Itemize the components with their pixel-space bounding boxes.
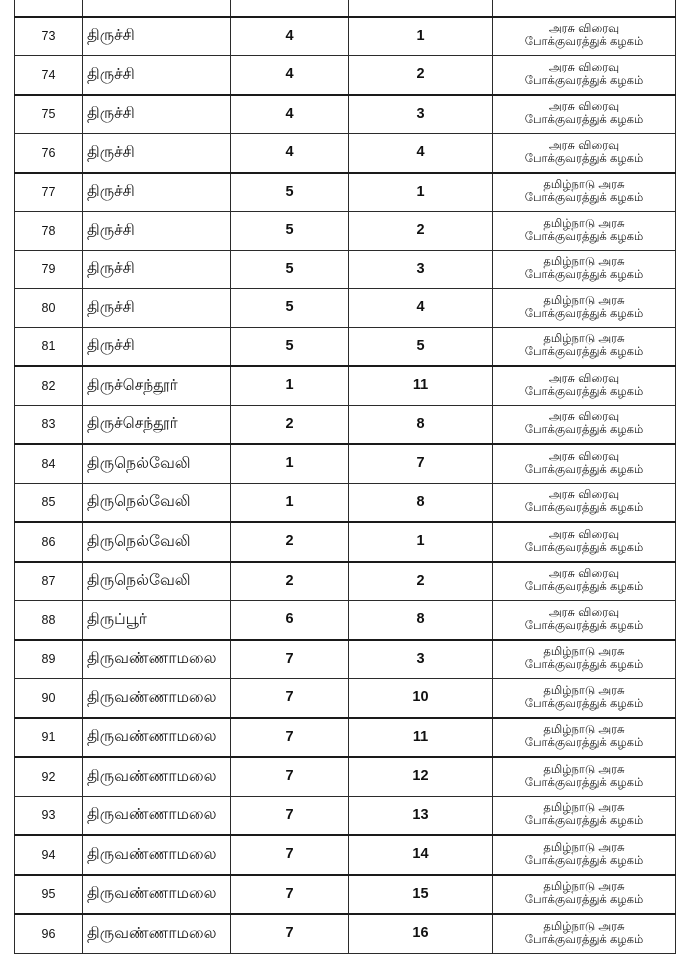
table-row — [15, 835, 676, 875]
cell-number-two: 13 — [349, 796, 493, 835]
cell-serial-number: 92 — [15, 757, 83, 796]
table-row — [15, 250, 676, 289]
cell-number-two: 8 — [349, 483, 493, 522]
cell-serial-number: 94 — [15, 835, 83, 875]
cell-serial-number: 80 — [15, 289, 83, 328]
organisation-line-2: போக்குவரத்துக் கழகம் — [524, 192, 644, 205]
table-row — [15, 914, 676, 953]
cell-organisation — [493, 250, 676, 289]
cell-number-two: 12 — [349, 757, 493, 796]
cell-organisation — [493, 601, 676, 640]
table-row — [15, 483, 676, 522]
organisation-line-1: அரசு விரைவு — [548, 568, 620, 581]
cell-place-name — [83, 0, 231, 17]
organisation-line-1: தமிழ்நாடு அரசு — [543, 217, 625, 230]
organisation-line-2: போக்குவரத்துக் கழகம் — [524, 36, 644, 49]
cell-place-name: திருச்சி — [83, 95, 231, 134]
table-row — [15, 679, 676, 718]
cell-serial-number: 86 — [15, 522, 83, 562]
cell-number-two: 5 — [349, 327, 493, 366]
cell-place-name: திருவண்ணாமலை — [83, 835, 231, 875]
cell-number-one: 7 — [231, 835, 349, 875]
cell-number-one: 1 — [231, 444, 349, 483]
cell-number-one: 4 — [231, 95, 349, 134]
cell-organisation — [493, 483, 676, 522]
cell-place-name: திருநெல்வேலி — [83, 562, 231, 601]
cell-organisation — [493, 56, 676, 95]
cell-number-two: 2 — [349, 56, 493, 95]
cell-serial-number: 96 — [15, 914, 83, 953]
cell-serial-number: 93 — [15, 796, 83, 835]
cell-place-name: திருச்சி — [83, 212, 231, 251]
cell-organisation — [493, 0, 676, 17]
cell-serial-number: 82 — [15, 366, 83, 405]
bus-route-table — [14, 0, 676, 954]
cell-serial-number: 89 — [15, 640, 83, 679]
organisation-line-1: அரசு விரைவு — [548, 139, 620, 152]
organisation-line-2: போக்குவரத்துக் கழகம் — [524, 697, 644, 710]
organisation-line-1: தமிழ்நாடு அரசு — [543, 646, 625, 659]
cell-organisation — [493, 212, 676, 251]
cell-number-two: 11 — [349, 366, 493, 405]
cell-number-two: 15 — [349, 875, 493, 915]
cell-organisation — [493, 95, 676, 134]
organisation-line-1: தமிழ்நாடு அரசு — [543, 763, 625, 776]
cell-number-two: 1 — [349, 17, 493, 56]
cell-place-name: திருச்சி — [83, 134, 231, 173]
table-row — [15, 601, 676, 640]
table-row — [15, 0, 676, 17]
cell-place-name: திருவண்ணாமலை — [83, 796, 231, 835]
organisation-line-2: போக்குவரத்துக் கழகம் — [524, 152, 644, 165]
cell-place-name: திருவண்ணாமலை — [83, 875, 231, 915]
table-row — [15, 718, 676, 758]
cell-number-two: 8 — [349, 601, 493, 640]
organisation-line-1: அரசு விரைவு — [548, 23, 620, 36]
cell-organisation — [493, 17, 676, 56]
cell-number-two: 3 — [349, 95, 493, 134]
cell-organisation — [493, 679, 676, 718]
cell-number-one: 5 — [231, 289, 349, 328]
cell-number-two — [349, 0, 493, 17]
cell-serial-number: 76 — [15, 134, 83, 173]
table-row — [15, 757, 676, 796]
cell-organisation — [493, 327, 676, 366]
cell-serial-number: 79 — [15, 250, 83, 289]
organisation-line-1: அரசு விரைவு — [548, 61, 620, 74]
organisation-line-1: அரசு விரைவு — [548, 450, 620, 463]
organisation-line-1: தமிழ்நாடு அரசு — [543, 179, 625, 192]
cell-serial-number: 77 — [15, 173, 83, 212]
cell-place-name: திருப்பூர் — [83, 601, 231, 640]
cell-serial-number: 81 — [15, 327, 83, 366]
cell-number-one: 4 — [231, 56, 349, 95]
cell-number-two: 2 — [349, 562, 493, 601]
organisation-line-1: தமிழ்நாடு அரசு — [543, 881, 625, 894]
organisation-line-2: போக்குவரத்துக் கழகம் — [524, 581, 644, 594]
cell-place-name: திருச்சி — [83, 17, 231, 56]
cell-organisation — [493, 444, 676, 483]
cell-number-one: 2 — [231, 562, 349, 601]
table-row — [15, 522, 676, 562]
organisation-line-2: போக்குவரத்துக் கழகம் — [524, 424, 644, 437]
table-row — [15, 796, 676, 835]
organisation-line-2: போக்குவரத்துக் கழகம் — [524, 737, 644, 750]
cell-serial-number: 75 — [15, 95, 83, 134]
cell-number-two: 16 — [349, 914, 493, 953]
table-body — [15, 0, 676, 953]
cell-place-name: திருநெல்வேலி — [83, 522, 231, 562]
cell-number-two: 8 — [349, 405, 493, 444]
cell-organisation — [493, 640, 676, 679]
table-row — [15, 56, 676, 95]
organisation-line-1: தமிழ்நாடு அரசு — [543, 841, 625, 854]
cell-organisation — [493, 914, 676, 953]
organisation-line-1: அரசு விரைவு — [548, 528, 620, 541]
cell-number-one — [231, 0, 349, 17]
organisation-line-1: அரசு விரைவு — [548, 606, 620, 619]
organisation-line-1: அரசு விரைவு — [548, 101, 620, 114]
organisation-line-2: போக்குவரத்துக் கழகம் — [524, 854, 644, 867]
cell-organisation — [493, 289, 676, 328]
cell-place-name: திருச்சி — [83, 250, 231, 289]
cell-organisation — [493, 562, 676, 601]
table-row — [15, 95, 676, 134]
organisation-line-1: தமிழ்நாடு அரசு — [543, 256, 625, 269]
cell-number-one: 7 — [231, 914, 349, 953]
cell-serial-number: 95 — [15, 875, 83, 915]
cell-number-one: 5 — [231, 327, 349, 366]
cell-organisation — [493, 522, 676, 562]
cell-place-name: திருநெல்வேலி — [83, 444, 231, 483]
cell-organisation — [493, 757, 676, 796]
cell-number-one: 4 — [231, 134, 349, 173]
table-row — [15, 444, 676, 483]
cell-number-one: 1 — [231, 483, 349, 522]
organisation-line-2: போக்குவரத்துக் கழகம் — [524, 74, 644, 87]
organisation-line-2: போக்குவரத்துக் கழகம் — [524, 269, 644, 282]
cell-number-one: 5 — [231, 173, 349, 212]
cell-place-name: திருவண்ணாமலை — [83, 679, 231, 718]
table-row — [15, 327, 676, 366]
cell-number-two: 1 — [349, 522, 493, 562]
table-row — [15, 289, 676, 328]
organisation-line-1: தமிழ்நாடு அரசு — [543, 920, 625, 933]
cell-place-name: திருச்செந்தூர் — [83, 366, 231, 405]
organisation-line-2: போக்குவரத்துக் கழகம் — [524, 619, 644, 632]
cell-number-two: 2 — [349, 212, 493, 251]
organisation-line-2: போக்குவரத்துக் கழகம் — [524, 541, 644, 554]
organisation-line-2: போக்குவரத்துக் கழகம் — [524, 894, 644, 907]
cell-number-one: 2 — [231, 405, 349, 444]
cell-place-name: திருவண்ணாமலை — [83, 640, 231, 679]
cell-place-name: திருச்சி — [83, 289, 231, 328]
organisation-line-1: தமிழ்நாடு அரசு — [543, 294, 625, 307]
cell-serial-number: 83 — [15, 405, 83, 444]
cell-number-one: 5 — [231, 250, 349, 289]
cell-place-name: திருச்சி — [83, 173, 231, 212]
cell-place-name: திருச்செந்தூர் — [83, 405, 231, 444]
cell-place-name: திருவண்ணாமலை — [83, 718, 231, 758]
cell-organisation — [493, 366, 676, 405]
cell-number-two: 7 — [349, 444, 493, 483]
cell-serial-number: 87 — [15, 562, 83, 601]
cell-number-two: 4 — [349, 134, 493, 173]
table-row — [15, 875, 676, 915]
organisation-line-1: தமிழ்நாடு அரசு — [543, 724, 625, 737]
cell-number-one: 5 — [231, 212, 349, 251]
cell-number-one: 4 — [231, 17, 349, 56]
cell-serial-number: 73 — [15, 17, 83, 56]
table-row — [15, 212, 676, 251]
cell-number-one: 7 — [231, 679, 349, 718]
cell-serial-number: 90 — [15, 679, 83, 718]
organisation-line-1: தமிழ்நாடு அரசு — [543, 333, 625, 346]
cell-organisation — [493, 875, 676, 915]
cell-number-one: 7 — [231, 640, 349, 679]
organisation-line-1: அரசு விரைவு — [548, 372, 620, 385]
cell-serial-number: 78 — [15, 212, 83, 251]
organisation-line-2: போக்குவரத்துக் கழகம் — [524, 307, 644, 320]
organisation-line-2: போக்குவரத்துக் கழகம் — [524, 385, 644, 398]
cell-number-two: 3 — [349, 250, 493, 289]
table-row — [15, 405, 676, 444]
organisation-line-2: போக்குவரத்துக் கழகம் — [524, 776, 644, 789]
table-row — [15, 640, 676, 679]
cell-number-one: 7 — [231, 875, 349, 915]
cell-organisation — [493, 134, 676, 173]
cell-serial-number: 84 — [15, 444, 83, 483]
organisation-line-2: போக்குவரத்துக் கழகம் — [524, 815, 644, 828]
cell-number-two: 14 — [349, 835, 493, 875]
cell-place-name: திருச்சி — [83, 327, 231, 366]
table-row — [15, 562, 676, 601]
cell-number-two: 1 — [349, 173, 493, 212]
cell-number-one: 1 — [231, 366, 349, 405]
organisation-line-2: போக்குவரத்துக் கழகம் — [524, 933, 644, 946]
cell-organisation — [493, 835, 676, 875]
cell-number-two: 4 — [349, 289, 493, 328]
cell-number-two: 3 — [349, 640, 493, 679]
organisation-line-1: அரசு விரைவு — [548, 489, 620, 502]
table-row — [15, 366, 676, 405]
cell-number-one: 7 — [231, 757, 349, 796]
organisation-line-2: போக்குவரத்துக் கழகம் — [524, 346, 644, 359]
cell-organisation — [493, 796, 676, 835]
table-row — [15, 134, 676, 173]
cell-organisation — [493, 173, 676, 212]
cell-organisation — [493, 718, 676, 758]
cell-serial-number — [15, 0, 83, 17]
organisation-line-1: தமிழ்நாடு அரசு — [543, 684, 625, 697]
cell-number-two: 11 — [349, 718, 493, 758]
cell-number-one: 7 — [231, 718, 349, 758]
organisation-line-1: அரசு விரைவு — [548, 411, 620, 424]
organisation-line-2: போக்குவரத்துக் கழகம் — [524, 659, 644, 672]
cell-place-name: திருவண்ணாமலை — [83, 757, 231, 796]
cell-number-one: 2 — [231, 522, 349, 562]
cell-place-name: திருவண்ணாமலை — [83, 914, 231, 953]
table-row — [15, 17, 676, 56]
organisation-line-1: தமிழ்நாடு அரசு — [543, 802, 625, 815]
cell-serial-number: 91 — [15, 718, 83, 758]
organisation-line-2: போக்குவரத்துக் கழகம் — [524, 463, 644, 476]
cell-serial-number: 85 — [15, 483, 83, 522]
organisation-line-2: போக்குவரத்துக் கழகம் — [524, 502, 644, 515]
table-row — [15, 173, 676, 212]
cell-number-two: 10 — [349, 679, 493, 718]
cell-number-one: 6 — [231, 601, 349, 640]
organisation-line-2: போக்குவரத்துக் கழகம் — [524, 230, 644, 243]
cell-serial-number: 88 — [15, 601, 83, 640]
organisation-line-2: போக்குவரத்துக் கழகம் — [524, 114, 644, 127]
cell-number-one: 7 — [231, 796, 349, 835]
cell-place-name: திருச்சி — [83, 56, 231, 95]
cell-place-name: திருநெல்வேலி — [83, 483, 231, 522]
cell-organisation — [493, 405, 676, 444]
cell-serial-number: 74 — [15, 56, 83, 95]
